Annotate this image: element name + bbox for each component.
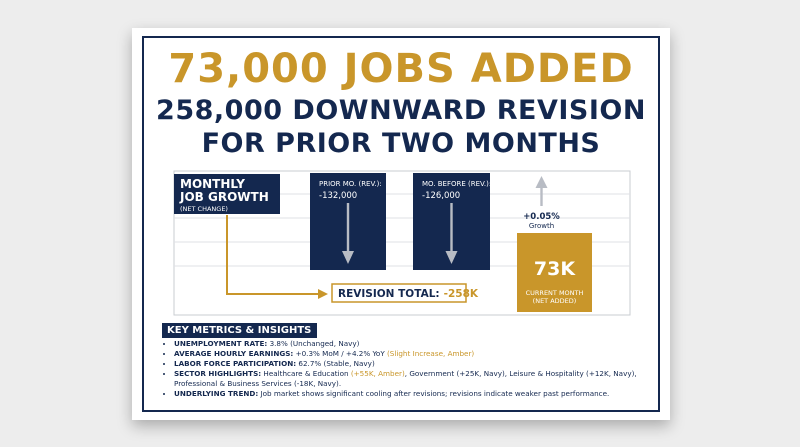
- bar-1-label: PRIOR MO. (REV.):: [319, 180, 382, 188]
- revision-total-label: REVISION TOTAL:: [338, 288, 440, 300]
- growth-value: +0.05%: [523, 212, 560, 222]
- bar-current-month-label-line-2: (NET ADDED): [532, 297, 577, 305]
- metric-item: • UNDERLYING TREND: Job market shows significant cooling after revisions; revisions indicate weaker past performance.: [174, 389, 664, 399]
- metric-item: • UNEMPLOYMENT RATE: 3.8% (Unchanged, Navy): [174, 339, 664, 349]
- metric-highlight: (Slight Increase, Amber): [387, 349, 475, 358]
- bar-2-label: MO. BEFORE (REV.):: [422, 180, 492, 188]
- metric-label: LABOR FORCE PARTICIPATION:: [174, 359, 297, 368]
- metrics-list: [162, 339, 664, 399]
- metric-label: UNDERLYING TREND:: [174, 389, 259, 398]
- bar-current-month-value: 73K: [533, 258, 576, 280]
- subhead-line-2: FOR PRIOR TWO MONTHS: [201, 128, 601, 159]
- chart-title-line-2: JOB GROWTH: [180, 190, 269, 204]
- metric-label: AVERAGE HOURLY EARNINGS:: [174, 349, 294, 358]
- subhead-line-1: 258,000 DOWNWARD REVISION: [156, 95, 646, 126]
- metrics-title: KEY METRICS & INSIGHTS: [162, 323, 317, 338]
- metric-item: • SECTOR HIGHLIGHTS: Healthcare & Education (+55K, Amber), Government (+25K, Navy), Leisure & Hospitality (+12K, Navy), Professional & Business Services (-18K, Navy).: [174, 369, 664, 389]
- bar-1-value: -132,000: [319, 191, 358, 201]
- revision-total: [338, 288, 479, 300]
- bar-2-value: -126,000: [422, 191, 461, 201]
- chart-subtitle: (NET CHANGE): [180, 205, 228, 213]
- metric-item: • AVERAGE HOURLY EARNINGS: +0.3% MoM / +4.2% YoY (Slight Increase, Amber): [174, 349, 664, 359]
- infographic-card: [132, 28, 670, 420]
- metric-item: • LABOR FORCE PARTICIPATION: 62.7% (Stable, Navy): [174, 359, 664, 369]
- metric-highlight: (+55K, Amber): [350, 369, 405, 378]
- metric-label: UNEMPLOYMENT RATE:: [174, 339, 268, 348]
- metric-label: SECTOR HIGHLIGHTS:: [174, 369, 262, 378]
- growth-label: Growth: [528, 222, 555, 230]
- bar-current-month-label-line-1: CURRENT MONTH: [525, 289, 584, 297]
- revision-total-value: -258K: [443, 288, 479, 300]
- headline: 73,000 JOBS ADDED: [168, 46, 634, 92]
- chart-title-line-1: MONTHLY: [180, 177, 245, 191]
